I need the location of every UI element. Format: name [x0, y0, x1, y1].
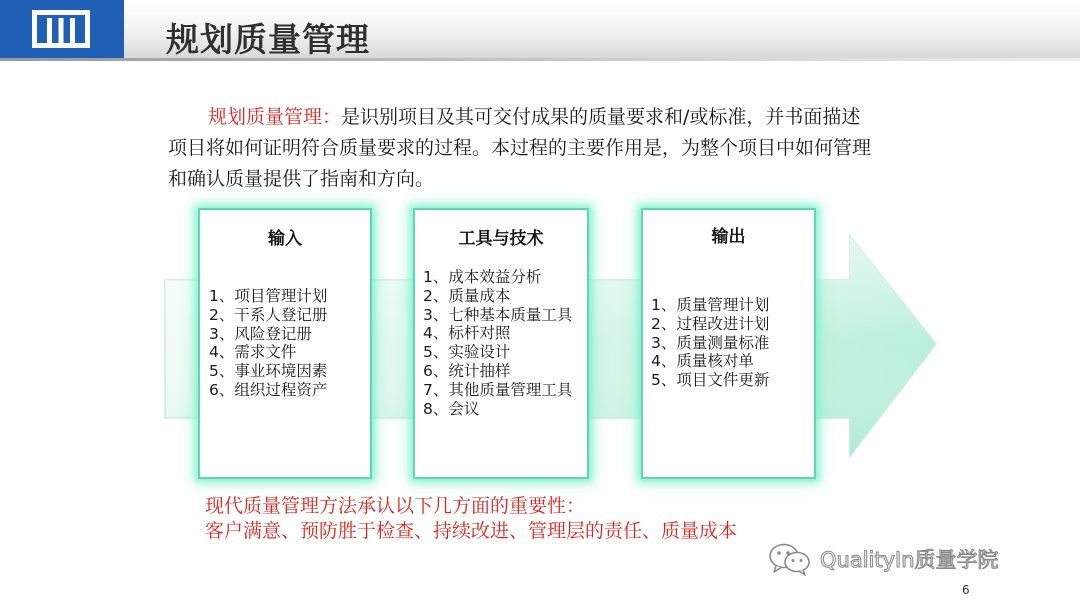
list-item: 6、统计抽样 [423, 361, 511, 380]
inputs-title: 输入 [268, 229, 302, 249]
list-item: 2、质量成本 [423, 286, 511, 305]
note-line-2: 客户满意、预防胜于检查、持续改进、管理层的责任、质量成本 [205, 520, 738, 542]
list-item: 3、风险登记册 [209, 324, 312, 343]
list-item: 7、其他质量管理工具 [423, 380, 573, 399]
list-item: 4、质量核对单 [651, 352, 754, 371]
list-item: 6、组织过程资产 [209, 380, 328, 399]
intro-term: 规划质量管理： [208, 106, 342, 128]
inputs-list [209, 287, 327, 400]
list-item: 1、质量管理计划 [651, 296, 770, 314]
note-line-1: 现代质量管理方法承认以下几方面的重要性： [205, 495, 586, 517]
outputs-list [651, 296, 769, 390]
list-item: 4、标杆对照 [423, 324, 511, 343]
list-item: 8、会议 [423, 399, 480, 418]
list-item: 2、过程改进计划 [651, 314, 770, 333]
inputs-panel [198, 208, 372, 479]
list-item: 4、需求文件 [209, 343, 297, 362]
list-item: 3、质量测量标准 [651, 333, 770, 352]
list-item: 1、成本效益分析 [423, 268, 542, 286]
list-item: 5、项目文件更新 [651, 371, 770, 390]
intro-line-1-text: 是识别项目及其可交付成果的质量要求和/或标准，并书面描述 [341, 106, 861, 128]
watermark [768, 542, 999, 576]
list-item: 1、项目管理计划 [209, 287, 328, 305]
wechat-icon [768, 542, 812, 576]
list-item: 3、七种基本质量工具 [423, 305, 573, 324]
page-number: 6 [962, 583, 970, 597]
list-item: 5、事业环境因素 [209, 362, 328, 381]
intro-line-2: 项目将如何证明符合质量要求的过程。本过程的主要作用是，为整个项目中如何管理 [168, 137, 872, 159]
tools-panel [413, 208, 589, 479]
tools-list [423, 268, 572, 418]
page-title: 规划质量管理 [166, 20, 370, 59]
outputs-panel [641, 208, 816, 479]
importance-note [205, 494, 737, 544]
list-item: 5、实验设计 [423, 343, 511, 362]
list-item: 2、干系人登记册 [209, 305, 328, 324]
outputs-title: 输出 [711, 227, 746, 247]
intro-line-3: 和确认质量提供了指南和方向。 [168, 168, 435, 190]
watermark-text: QualityIn质量学院 [820, 548, 999, 572]
tools-title: 工具与技术 [458, 229, 544, 249]
